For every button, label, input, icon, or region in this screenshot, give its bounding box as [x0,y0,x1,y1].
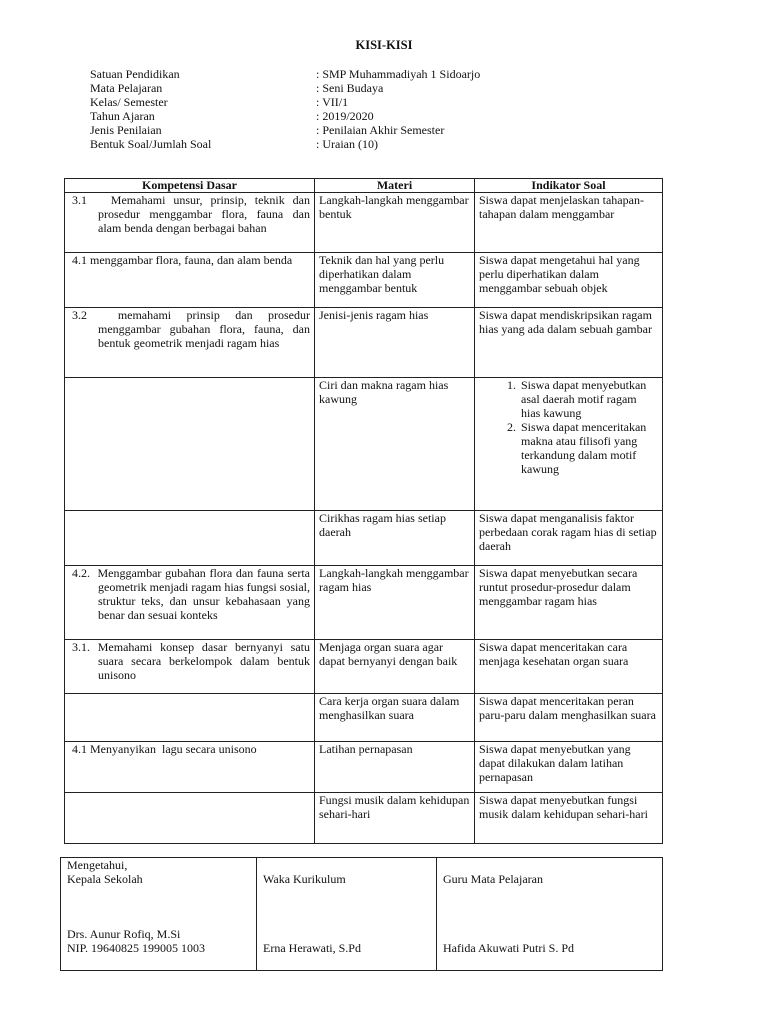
info-label: Mata Pelajaran [90,81,163,95]
kd-cell-empty [65,793,315,844]
kd-cell-empty [65,511,315,566]
table-row [65,378,663,511]
signature-waka-kurikulum [257,858,437,971]
table-row [65,511,663,566]
info-row-tahun [90,109,480,123]
indikator-cell: Siswa dapat mengetahui hal yang perlu diperhatikan dalam menggambar sebuah objek [475,253,663,308]
info-label: Jenis Penilaian [90,123,162,137]
indikator-cell: Siswa dapat menyebutkan fungsi musik dalam kehidupan sehari-hari [475,793,663,844]
role-label: Waka Kurikulum [263,872,346,886]
materi-cell: Ciri dan makna ragam hias kawung [315,378,475,511]
info-label: Satuan Pendidikan [90,67,180,81]
materi-cell: Menjaga organ suara agar dapat bernyanyi dengan baik [315,640,475,694]
signer-name: Hafida Akuwati Putri S. Pd [443,941,574,955]
kd-cell-empty [65,694,315,742]
signer-nip: NIP. 19640825 199005 1003 [67,941,206,955]
kd-text: 3.2 memahami prinsip dan prosedur menggambar gubahan flora, fauna, dan bentuk geometrik menjadi ragam hias [72,308,310,350]
info-value: : 2019/2020 [316,109,374,123]
document-title: KISI-KISI [355,38,413,52]
list-item: 2. Siswa dapat menceritakan makna atau filisofi yang terkandung dalam motif kawung [519,420,658,476]
info-label: Bentuk Soal/Jumlah Soal [90,137,212,151]
table-row [65,566,663,640]
indikator-cell: Siswa dapat menceritakan peran paru-paru dalam menghasilkan suara [475,694,663,742]
info-value: : VII/1 [316,95,349,109]
materi-cell: Jenisi-jenis ragam hias [315,308,475,378]
signer-name: Drs. Aunur Rofiq, M.Si [67,927,181,941]
signature-guru-mapel [437,858,663,971]
kd-cell [65,640,315,694]
indikator-cell: Siswa dapat menjelaskan tahapan-tahapan dalam menggambar [475,193,663,253]
info-row-mapel [90,81,480,95]
kd-text: 3.1 Memahami unsur, prinsip, teknik dan prosedur menggambar flora, fauna dan alam benda dengan berbagai bahan [72,193,310,235]
table-row [65,253,663,308]
kd-text: 4.1 menggambar flora, fauna, dan alam benda [72,253,293,267]
signer-name: Erna Herawati, S.Pd [263,941,361,955]
kd-cell-empty [65,378,315,511]
kd-cell [65,253,315,308]
info-row-kelas [90,95,480,109]
kd-cell [65,742,315,793]
info-row-jenis [90,123,480,137]
header-indikator-soal: Indikator Soal [475,179,663,193]
table-row [65,193,663,253]
signature-kepala-sekolah [61,858,257,971]
info-label: Kelas/ Semester [90,95,168,109]
kisi-kisi-table [64,178,663,844]
info-value: : Penilaian Akhir Semester [316,123,445,137]
kd-cell [65,308,315,378]
role-label: Guru Mata Pelajaran [443,872,543,886]
info-row-bentuk [90,137,480,151]
table-row [65,793,663,844]
indikator-cell: Siswa dapat mendiskripsikan ragam hias yang ada dalam sebuah gambar [475,308,663,378]
table-row [65,742,663,793]
table-row [65,308,663,378]
materi-cell: Langkah-langkah menggambar bentuk [315,193,475,253]
materi-cell: Cirikhas ragam hias setiap daerah [315,511,475,566]
indikator-cell: Siswa dapat menceritakan cara menjaga kesehatan organ suara [475,640,663,694]
acknowledge-label: Mengetahui, [67,858,128,872]
kd-text: 4.1 Menyanyikan lagu secara unisono [72,742,257,756]
materi-cell: Langkah-langkah menggambar ragam hias [315,566,475,640]
materi-cell: Cara kerja organ suara dalam menghasilkan suara [315,694,475,742]
materi-cell: Fungsi musik dalam kehidupan sehari-hari [315,793,475,844]
header-materi: Materi [315,179,475,193]
kd-cell [65,193,315,253]
info-value: : Seni Budaya [316,81,384,95]
table-row [65,640,663,694]
list-item: 1. Siswa dapat menyebutkan asal daerah motif ragam hias kawung [519,378,658,420]
materi-cell: Teknik dan hal yang perlu diperhatikan dalam menggambar bentuk [315,253,475,308]
indikator-cell [475,378,663,511]
info-row-satuan [90,67,480,81]
role-label: Kepala Sekolah [67,872,143,886]
kd-text: 3.1. Memahami konsep dasar bernyanyi satu suara secara berkelompok dalam bentuk unisono [72,640,310,682]
kd-cell [65,566,315,640]
table-header-row [65,179,663,193]
info-value: : Uraian (10) [316,137,378,151]
indikator-cell: Siswa dapat menganalisis faktor perbedaan corak ragam hias di setiap daerah [475,511,663,566]
identity-block [90,67,480,151]
header-kompetensi-dasar: Kompetensi Dasar [65,179,315,193]
indikator-cell: Siswa dapat menyebutkan yang dapat dilakukan dalam latihan pernapasan [475,742,663,793]
materi-cell: Latihan pernapasan [315,742,475,793]
table-row [65,694,663,742]
info-label: Tahun Ajaran [90,109,155,123]
kd-text: 4.2. Menggambar gubahan flora dan fauna serta geometrik menjadi ragam hias fungsi sosial, struktur teks, dan unsur kebahasaan yang benar dan sesuai konteks [72,566,310,622]
indikator-list [479,378,658,476]
signature-table [60,857,663,971]
info-value: : SMP Muhammadiyah 1 Sidoarjo [316,67,481,81]
indikator-cell: Siswa dapat menyebutkan secara runtut prosedur-prosedur dalam menggambar ragam hias [475,566,663,640]
